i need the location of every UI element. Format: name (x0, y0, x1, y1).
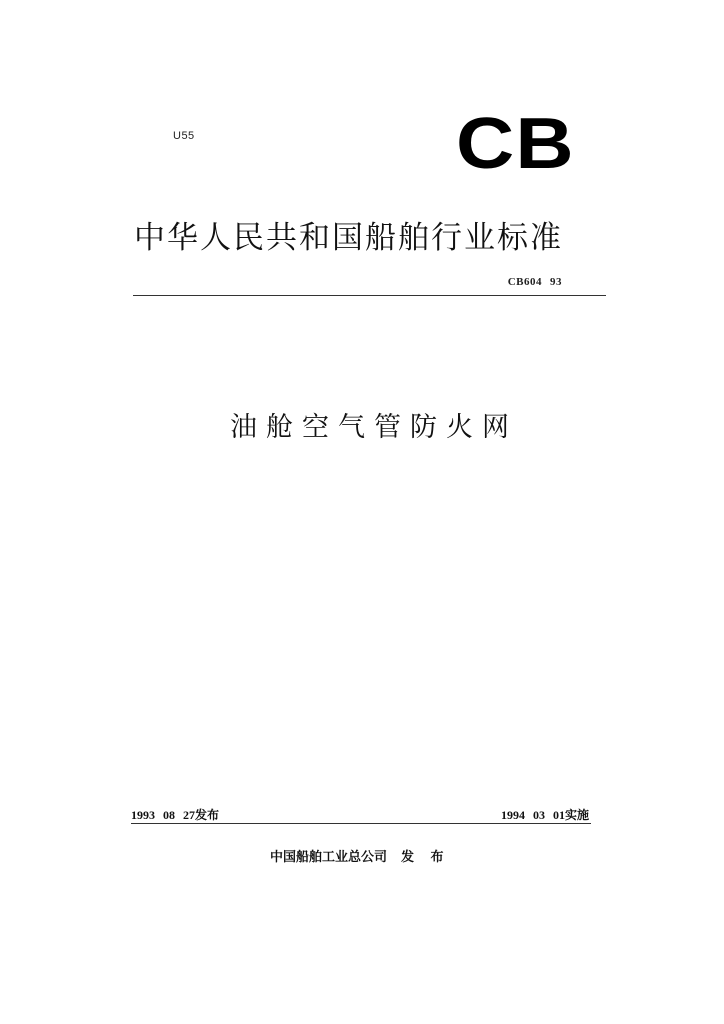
top-divider (133, 295, 606, 296)
classification-code: U55 (173, 130, 195, 142)
issue-year: 1993 (131, 808, 155, 822)
effective-month: 03 (532, 808, 545, 822)
document-title: 油舱空气管防火网 (230, 412, 518, 443)
standard-code: CB604 (507, 276, 542, 288)
effective-label: 实施 (564, 808, 589, 822)
issue-month: 08 (163, 808, 175, 822)
publisher-row (270, 846, 450, 865)
issue-label: 发布 (195, 808, 220, 822)
publisher-name: 中国船舶工业总公司 (270, 850, 388, 865)
effective-day: 01 (552, 808, 565, 822)
effective-date (501, 806, 589, 823)
standard-number (508, 276, 562, 288)
standard-title: 中华人民共和国船舶行业标准 (134, 220, 563, 256)
issue-date (131, 806, 219, 823)
bottom-divider (131, 823, 591, 824)
issue-day: 27 (183, 808, 195, 822)
publisher-action: 发 布 (401, 850, 450, 865)
standard-year: 93 (550, 276, 562, 288)
cb-logo: CB (456, 104, 575, 184)
effective-year: 1994 (500, 808, 525, 822)
